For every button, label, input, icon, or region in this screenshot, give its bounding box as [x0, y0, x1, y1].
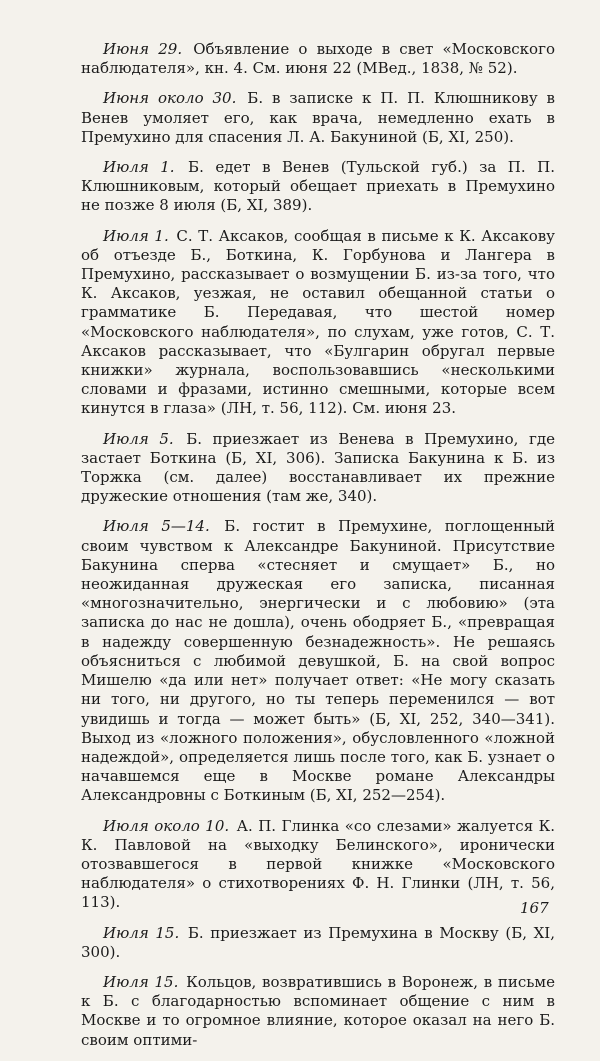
chronicle-entry [81, 430, 555, 507]
entry-date: Июля 15. [103, 972, 179, 991]
entry-date: Июня 29. [103, 40, 183, 58]
chronicle-entry [81, 40, 555, 78]
entry-date: Июля 5. [103, 429, 174, 448]
entry-text: Б. приезжает из Венева в Премухино, где застает Боткина (Б, XI, 306). Записка Бакунина к Б. из Торжка (см. далее) восстанавливает их прежние дружеские отношения (там же, 340). [81, 429, 555, 506]
entry-date: Июня около 30. [103, 89, 237, 108]
chronicle-entry [81, 973, 555, 1050]
chronicle-entry [81, 89, 555, 147]
page-number: 167 [520, 899, 549, 917]
entry-text: Б. в записке к П. П. Клюшникову в Венев умоляет его, как врача, немедленно ехать в Премухино для спасения Л. А. Бакуниной (Б, XI, 250). [81, 89, 555, 146]
chronicle-entry [81, 924, 555, 962]
entry-date: Июля 5—14. [103, 517, 210, 536]
chronicle-text [81, 40, 555, 1061]
entry-date: Июля 1. [103, 158, 175, 177]
entry-text: С. Т. Аксаков, сообщая в письме к К. Аксакову об отъезде Б., Боткина, К. Горбунова и Лангера в Премухино, рассказывает о возмущении Б. из-за того, что К. Аксаков, уезжая, не оставил обещанной статьи о грамматике Б. Передавая, что шестой номер «Московского наблюдателя», по слухам, уже готов, С. Т. Аксаков рассказывает, что «Булгарин обругал первые книжки» журнала, воспользовавшись «несколькими словами и фразами, истинно смешными, которые всем кинутся в глаза» (ЛН, т. 56, 112). См. июня 23. [81, 226, 555, 418]
entry-text: А. П. Глинка «со слезами» жалуется К. К. Павловой на «выходку Белинского», иронически отозвавшегося в первой книжке «Московского наблюдателя» о стихотворениях Ф. Н. Глинки (ЛН, т. 56, 113). [81, 816, 555, 912]
entry-date: Июля 1. [103, 226, 169, 245]
entry-text: Б. гостит в Премухине, поглощенный своим чувством к Александре Бакуниной. Присутствие Бакунина сперва «стесняет и смущает» Б., но неожиданная дружеская его записка, писанная «многозначительно, энергически и с любовию» (эта записка до нас не дошла), очень ободряет Б., «превращая в надежду совершенную безнадежность». Не решаясь объясниться с любимой девушкой, Б. на свой вопрос Мишелю «да или нет» получает ответ: «Не могу сказать ни того, ни другого, но ты теперь переменился — вот увидишь и тогда — может быть» (Б, XI, 252, 340—341). Выход из «ложного положения», обусловленного «ложной надеждой», определяется лишь после того, как Б. узнает о начавшемся еще в Москве романе Александры Александровны с Боткиным (Б, XI, 252—254). [81, 517, 555, 805]
entry-text: Б. приезжает из Премухина в Москву (Б, XI, 300). [81, 923, 555, 961]
entry-text: Б. едет в Венев (Тульской губ.) за П. П. Клюшниковым, который обещает приехать в Премухино не позже 8 июля (Б, XI, 389). [81, 158, 555, 215]
entry-date: Июля около 10. [103, 816, 230, 835]
entry-date: Июля 15. [103, 923, 180, 942]
chronicle-entry [81, 517, 555, 805]
chronicle-entry [81, 227, 555, 419]
chronicle-entry [81, 158, 555, 216]
entry-text: Кольцов, возвратившись в Воронеж, в письме к Б. с благодарностью вспоминает общение с ним в Москве и то огромное влияние, которое оказал на него Б. своим оптими- [81, 972, 555, 1049]
chronicle-entry [81, 817, 555, 913]
entry-text: Объявление о выходе в свет «Московского наблюдателя», кн. 4. См. июня 22 (МВед., 1838, № 52). [81, 40, 555, 78]
